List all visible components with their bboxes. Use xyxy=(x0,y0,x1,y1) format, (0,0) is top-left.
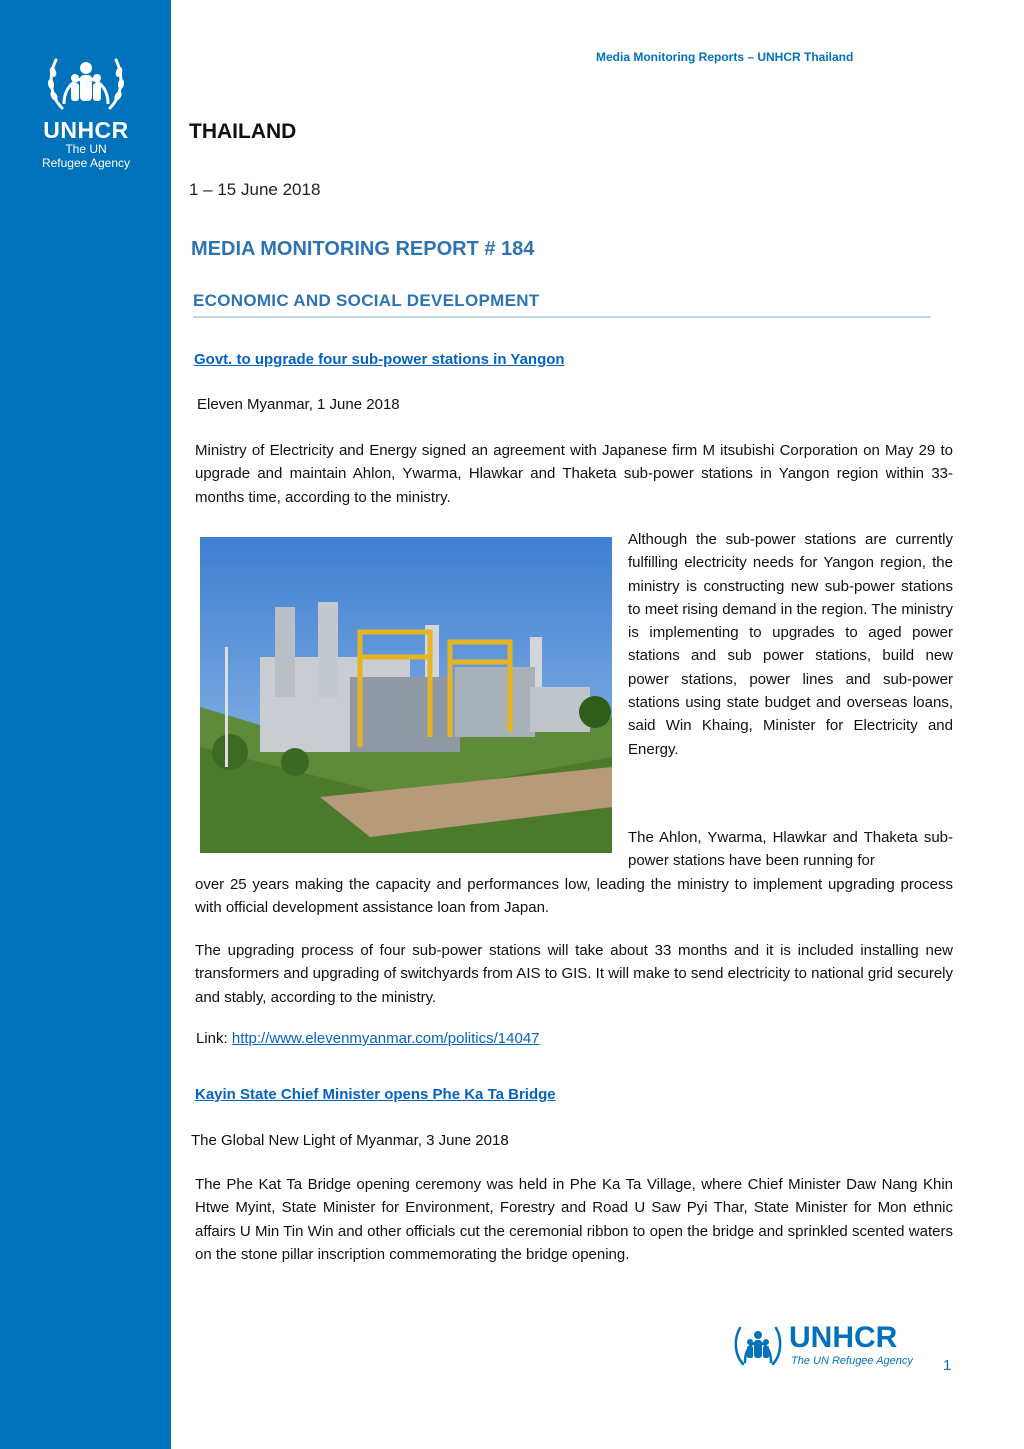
report-title: MEDIA MONITORING REPORT # 184 xyxy=(191,238,535,260)
section-heading: ECONOMIC AND SOCIAL DEVELOPMENT xyxy=(193,291,931,318)
running-header: Media Monitoring Reports – UNHCR Thailand xyxy=(596,50,854,64)
power-station-photo xyxy=(200,537,612,853)
sidebar-wordmark: UNHCR xyxy=(43,117,129,143)
page-number: 1 xyxy=(943,1357,952,1374)
article-1-paragraph-4: The upgrading process of four sub-power stations will take about 33 months and it is included installing new transformers and upgrading of switchyards from AIS to GIS. It will make to send electricity to national grid securely and stably, according to the ministry. xyxy=(195,942,953,1006)
article-1-title-link[interactable]: Govt. to upgrade four sub-power stations in Yangon xyxy=(194,351,565,368)
report-period: 1 – 15 June 2018 xyxy=(189,180,321,199)
article-1-paragraph-3-start: The Ahlon, Ywarma, Hlawkar and Thaketa sub-power stations have been running for xyxy=(628,829,953,870)
article-1-paragraph-1: Ministry of Electricity and Energy signed an agreement with Japanese firm M itsubishi Corporation on May 29 to upgrade and maintain Ahlon, Ywarma, Hlawkar and Thaketa sub-power stations in Yangon region within 33-months time, according to the ministry. xyxy=(195,442,953,506)
country-title: THAILAND xyxy=(189,120,297,143)
sidebar-tagline-line2: Refugee Agency xyxy=(41,156,131,170)
article-1-paragraph-2: Although the sub-power stations are currently fulfilling electricity needs for Yangon region, the ministry is constructing new sub-power stations to meet rising demand in the region. The ministry is implementing to upgrades to aged power stations and sub power stations, build new power stations, power lines and sub-power stations using state budget and overseas loans, said Win Khaing, Minister for Electricity and Energy. xyxy=(628,531,953,758)
unhcr-footer-logo xyxy=(731,1322,921,1368)
article-1-url-link[interactable]: http://www.elevenmyanmar.com/politics/14047 xyxy=(231,1030,540,1047)
unhcr-sidebar-logo xyxy=(22,50,150,170)
article-2-source: The Global New Light of Myanmar, 3 June 2018 xyxy=(191,1132,509,1149)
link-label: Link: xyxy=(196,1030,228,1047)
unhcr-footer-emblem-icon xyxy=(731,1322,785,1368)
article-1-source: Eleven Myanmar, 1 June 2018 xyxy=(197,396,400,413)
sidebar-tagline-line1: The UN xyxy=(65,142,107,156)
article-1-paragraph-3-end: over 25 years making the capacity and performances low, leading the ministry to implement upgrading process with official development assistance loan from Japan. xyxy=(195,876,953,917)
sidebar-band xyxy=(0,0,171,1449)
article-2-paragraph-1: The Phe Kat Ta Bridge opening ceremony was held in Phe Ka Ta Village, where Chief Minister Daw Nang Khin Htwe Myint, State Minister for Environment, Forestry and Road U Saw Pyi Thar, State Minister for Mon ethnic affairs U Min Tin Win and other officials cut the ceremonial ribbon to open the bridge and sprinkled scented waters on the stone pillar inscription commemorating the bridge opening. xyxy=(195,1176,953,1263)
article-2-title-link[interactable]: Kayin State Chief Minister opens Phe Ka Ta Bridge xyxy=(195,1086,556,1103)
unhcr-emblem-icon xyxy=(44,50,128,114)
footer-tagline: The UN Refugee Agency xyxy=(791,1355,913,1367)
article-1-link-line xyxy=(196,1030,540,1047)
article-1-title xyxy=(194,351,565,368)
footer-wordmark: UNHCR xyxy=(789,1321,898,1354)
article-2-title xyxy=(195,1086,556,1103)
